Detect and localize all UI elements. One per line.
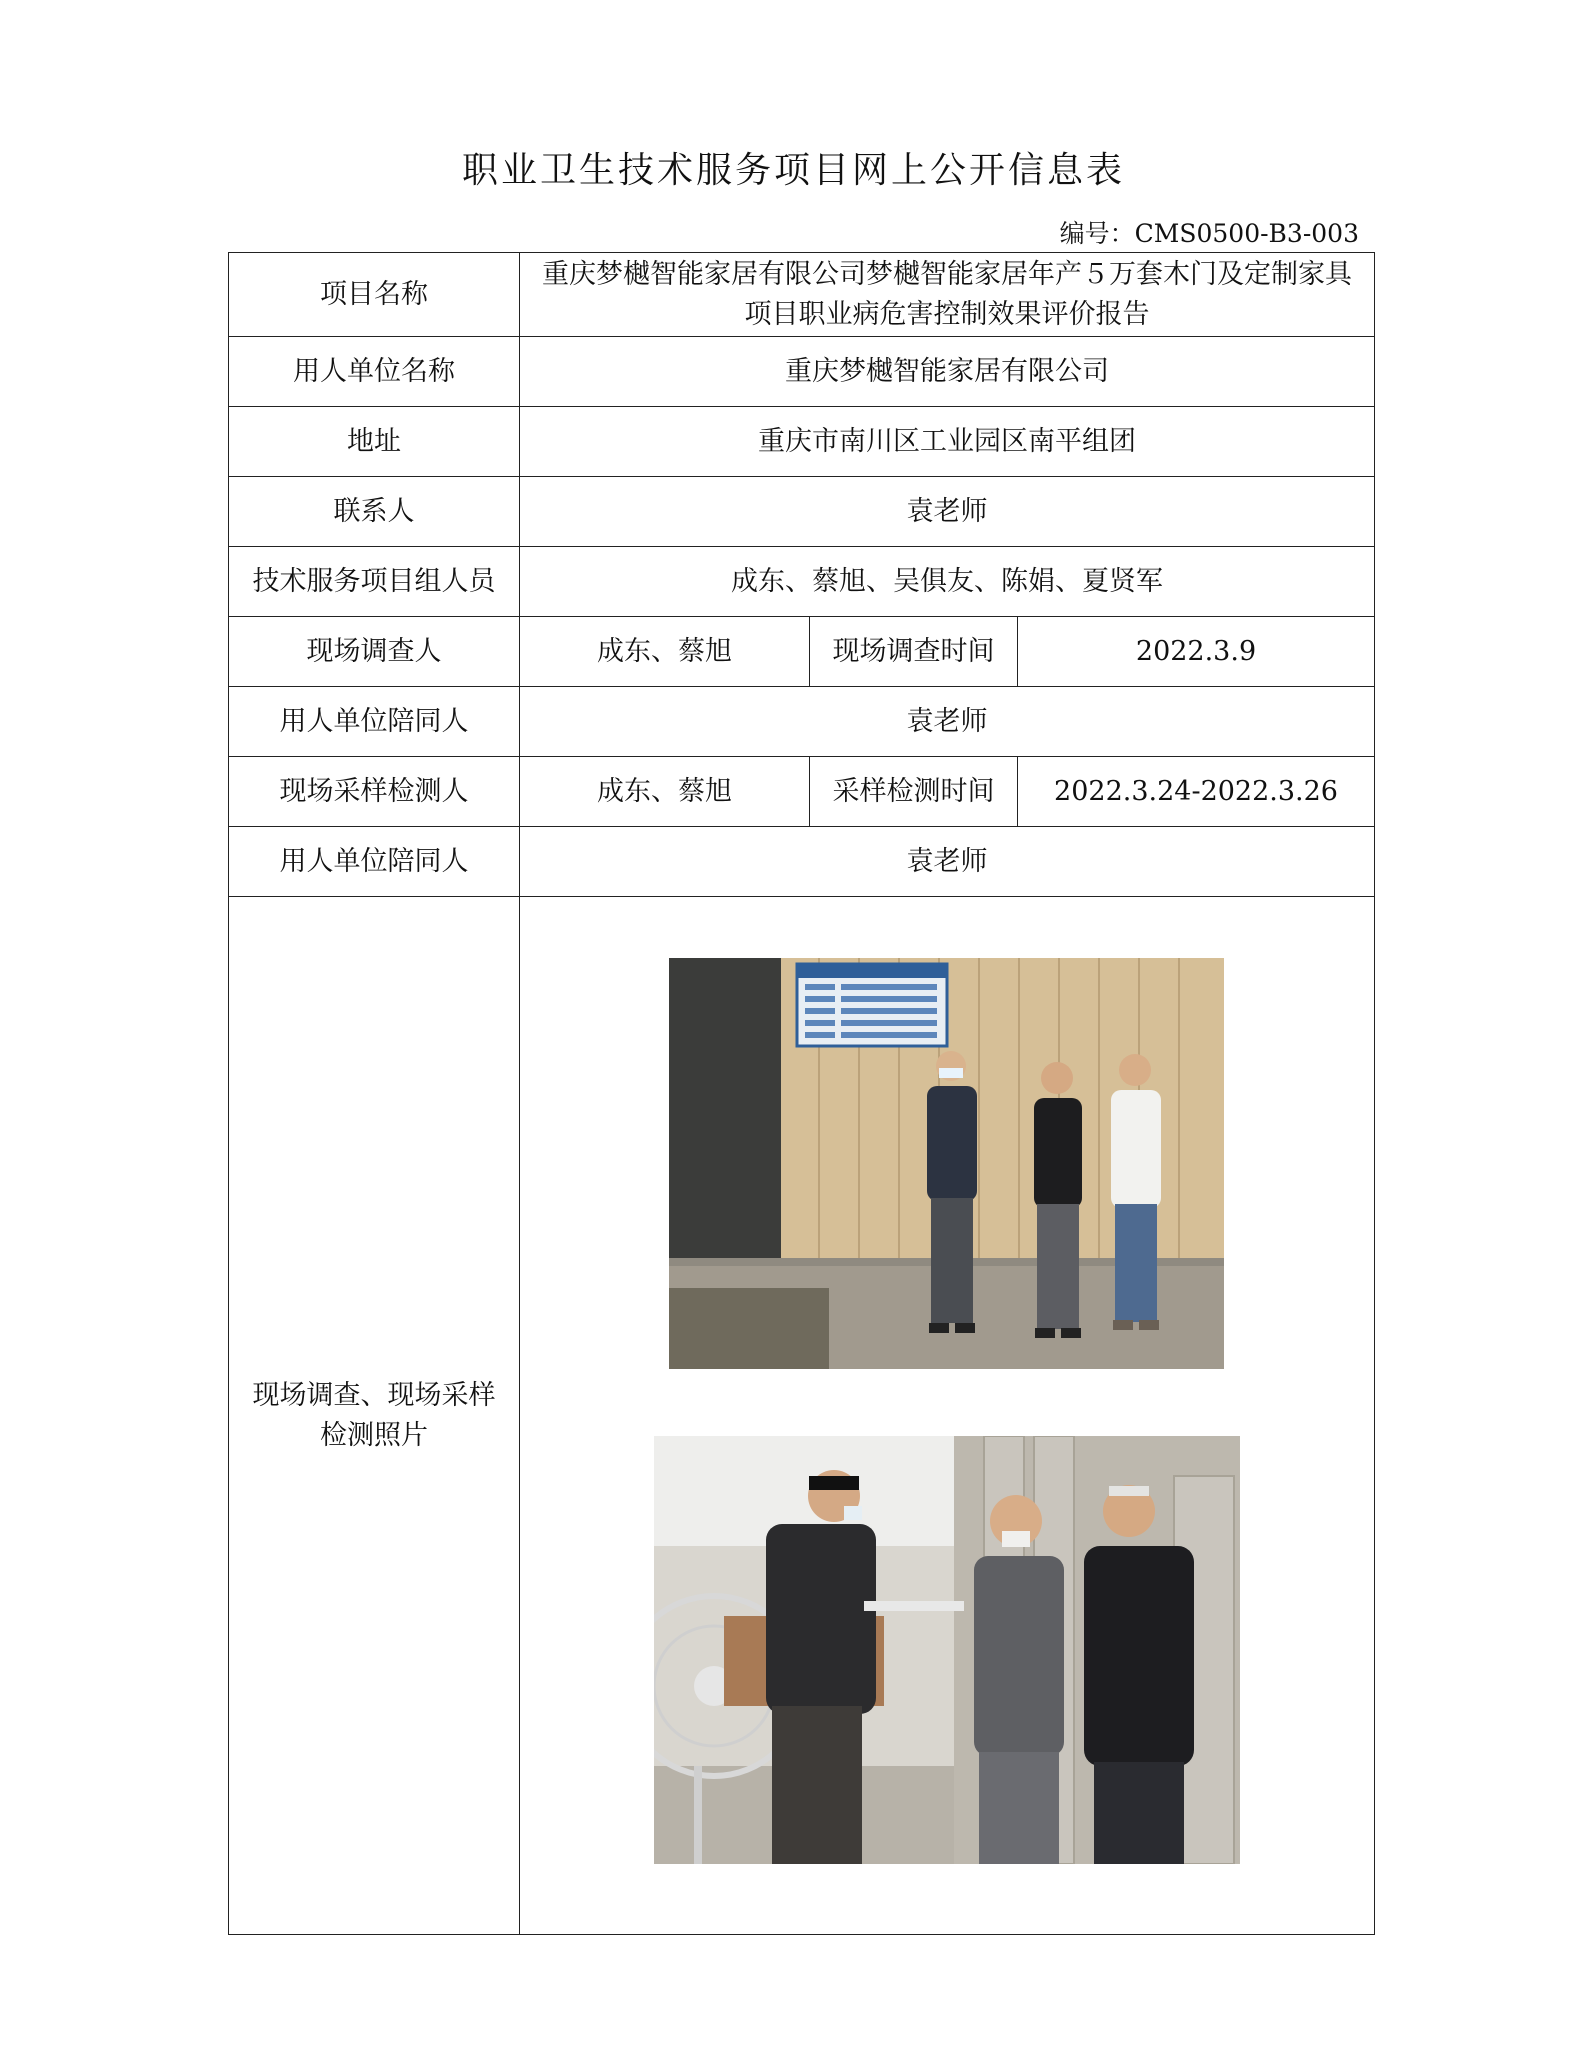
label-photos: 现场调查、现场采样检测照片 <box>229 897 520 1935</box>
value-project-name: 重庆梦樾智能家居有限公司梦樾智能家居年产５万套木门及定制家具项目职业病危害控制效果评价报告 <box>520 253 1375 337</box>
info-table <box>228 252 1375 1935</box>
photo-sampling <box>654 1436 1240 1864</box>
value-sampling-time: 2022.3.24-2022.3.26 <box>1018 757 1375 827</box>
value-contact: 袁老师 <box>520 477 1375 547</box>
row-site-survey <box>229 617 1375 687</box>
label-address: 地址 <box>229 407 520 477</box>
label-project-name: 项目名称 <box>229 253 520 337</box>
label-site-survey: 现场调查人 <box>229 617 520 687</box>
label-contact: 联系人 <box>229 477 520 547</box>
label-sampling-time: 采样检测时间 <box>810 757 1018 827</box>
row-project-name <box>229 253 1375 337</box>
value-address: 重庆市南川区工业园区南平组团 <box>520 407 1375 477</box>
row-contact <box>229 477 1375 547</box>
label-escort-1: 用人单位陪同人 <box>229 687 520 757</box>
row-sampling <box>229 757 1375 827</box>
document-number: 编号：CMS0500-B3-003 <box>1059 219 1359 248</box>
value-site-survey: 成东、蔡旭 <box>520 617 810 687</box>
page-title: 职业卫生技术服务项目网上公开信息表 <box>461 150 1125 191</box>
row-address <box>229 407 1375 477</box>
row-escort-1 <box>229 687 1375 757</box>
photos-cell <box>520 897 1375 1935</box>
value-site-survey-time: 2022.3.9 <box>1018 617 1375 687</box>
value-team-members: 成东、蔡旭、吴俱友、陈娟、夏贤军 <box>520 547 1375 617</box>
row-escort-2 <box>229 827 1375 897</box>
row-employer-name <box>229 337 1375 407</box>
value-employer-name: 重庆梦樾智能家居有限公司 <box>520 337 1375 407</box>
label-site-survey-time: 现场调查时间 <box>810 617 1018 687</box>
value-escort-1: 袁老师 <box>520 687 1375 757</box>
row-team-members <box>229 547 1375 617</box>
label-escort-2: 用人单位陪同人 <box>229 827 520 897</box>
label-sampling: 现场采样检测人 <box>229 757 520 827</box>
value-sampling: 成东、蔡旭 <box>520 757 810 827</box>
value-escort-2: 袁老师 <box>520 827 1375 897</box>
label-team-members: 技术服务项目组人员 <box>229 547 520 617</box>
row-photos <box>229 897 1375 1935</box>
photo-site-survey <box>669 958 1224 1369</box>
label-employer-name: 用人单位名称 <box>229 337 520 407</box>
